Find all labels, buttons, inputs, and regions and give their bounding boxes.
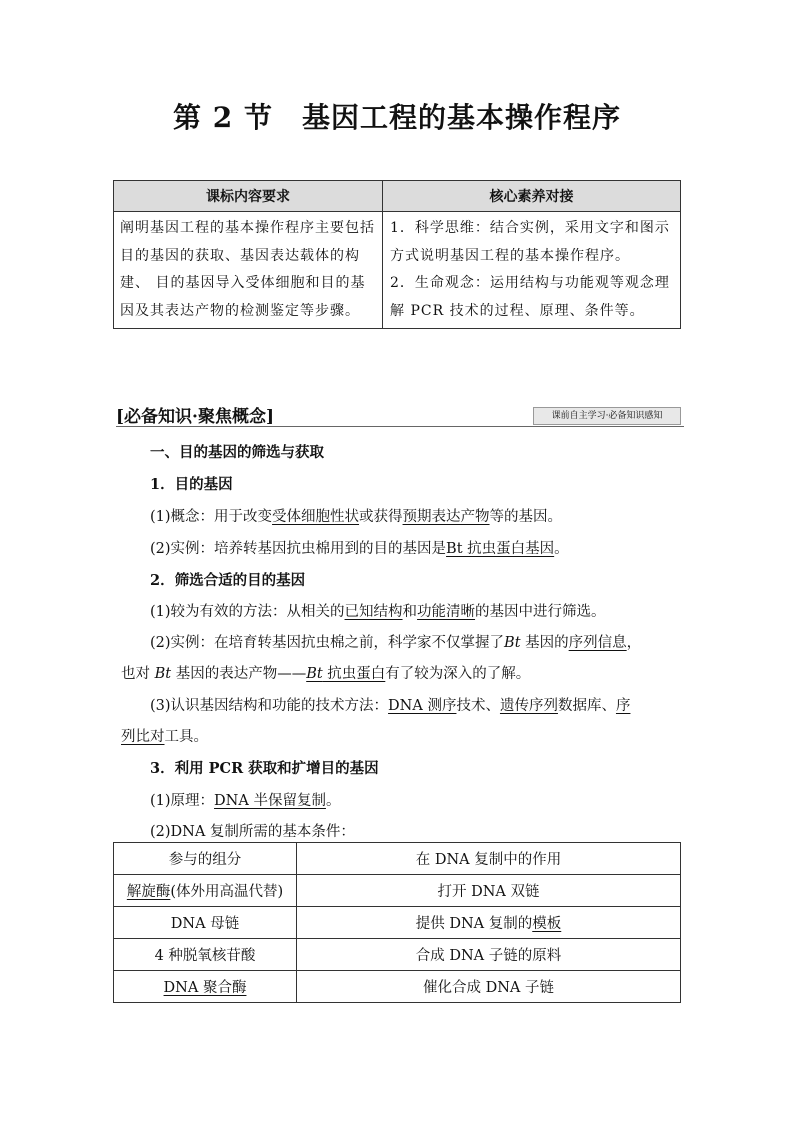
literacy-item: 2．生命观念：运用结构与功能观等观念理解 PCR 技术的过程、原理、条件等。 xyxy=(390,275,670,319)
paragraph: (1)概念：用于改变受体细胞性状或获得预期表达产物等的基因。 xyxy=(150,509,563,525)
paragraph: (1)原理：DNA 半保留复制。 xyxy=(150,793,341,809)
paragraph: (3)认识基因结构和功能的技术方法：DNA 测序技术、遗传序列数据库、序 xyxy=(150,698,631,714)
table-row: 4 种脱氧核苷酸 合成 DNA 子链的原料 xyxy=(114,939,681,971)
literacy-cell xyxy=(383,212,681,329)
table-row: DNA 聚合酶 催化合成 DNA 子链 xyxy=(114,971,681,1003)
section-divider xyxy=(116,426,684,427)
subheading-3: 3．利用 PCR 获取和扩增目的基因 xyxy=(150,760,379,777)
paragraph: (2)实例：培养转基因抗虫棉用到的目的基因是Bt 抗虫蛋白基因。 xyxy=(150,541,569,557)
section-tag: 课前自主学习·必备知识感知 xyxy=(533,407,681,425)
col-header-literacy: 核心素养对接 xyxy=(383,181,681,212)
paragraph: 也对 Bt 基因的表达产物——Bt 抗虫蛋白有了较为深入的了解。 xyxy=(121,666,531,682)
curriculum-table xyxy=(113,180,681,329)
subheading-1: 1．目的基因 xyxy=(150,476,233,493)
requirement-cell: 阐明基因工程的基本操作程序主要包括目的基因的获取、基因表达载体的构建、 目的基因导入受体细胞和目的基因及其表达产物的检测鉴定等步骤。 xyxy=(114,212,383,329)
page-title: 第 2 节 基因工程的基本操作程序 xyxy=(173,101,621,134)
conditions-table xyxy=(113,842,681,1003)
section-title: [必备知识·聚焦概念] xyxy=(116,407,275,427)
section-header xyxy=(116,402,684,426)
subheading-2: 2．筛选合适的目的基因 xyxy=(150,572,306,589)
literacy-item: 1．科学思维：结合实例，采用文字和图示方式说明基因工程的基本操作程序。 xyxy=(390,220,670,264)
paragraph: 列比对工具。 xyxy=(121,729,208,745)
heading-1: 一、目的基因的筛选与获取 xyxy=(150,444,324,461)
table-row: 解旋酶(体外用高温代替) 打开 DNA 双链 xyxy=(114,875,681,907)
col-header-requirement: 课标内容要求 xyxy=(114,181,383,212)
paragraph: (2)实例：在培育转基因抗虫棉之前，科学家不仅掌握了Bt 基因的序列信息， xyxy=(150,635,642,651)
col-header-role: 在 DNA 复制中的作用 xyxy=(297,843,681,875)
paragraph: (2)DNA 复制所需的基本条件： xyxy=(150,824,355,840)
table-row: DNA 母链 提供 DNA 复制的模板 xyxy=(114,907,681,939)
paragraph: (1)较为有效的方法：从相关的已知结构和功能清晰的基因中进行筛选。 xyxy=(150,604,606,620)
col-header-component: 参与的组分 xyxy=(114,843,297,875)
